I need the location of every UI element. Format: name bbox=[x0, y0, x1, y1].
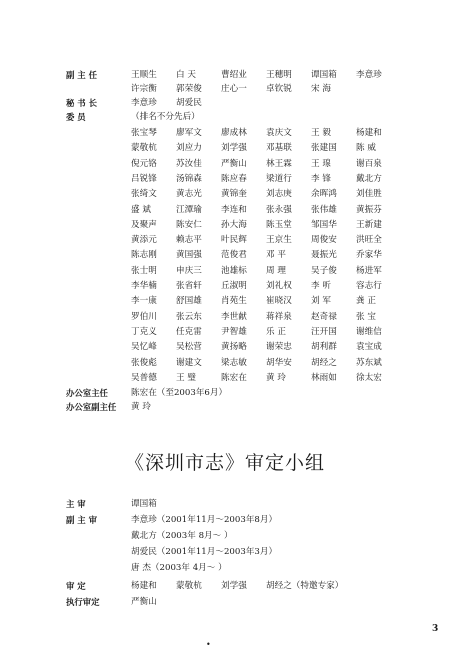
review-group-row bbox=[0, 545, 450, 559]
person-name: 吴子俊 bbox=[311, 265, 337, 276]
person-name: 刘志庚 bbox=[266, 189, 292, 200]
person-name: 尹智雄 bbox=[221, 326, 247, 337]
person-name: 洪旺全 bbox=[356, 235, 382, 246]
review-group-row bbox=[0, 595, 450, 609]
committee-member-row bbox=[0, 294, 450, 308]
person-name: 苏汝佳 bbox=[176, 158, 202, 169]
person-name: 汤锦森 bbox=[176, 173, 202, 184]
person-name: 卓钦锐 bbox=[266, 84, 292, 94]
person-name: 叶民辉 bbox=[221, 235, 247, 246]
role-label: 主 审 bbox=[66, 499, 86, 509]
person-name: 刘应力 bbox=[176, 143, 202, 154]
person-name: 胡经之（特邀专家） bbox=[266, 581, 344, 591]
person-name: 乐 正 bbox=[266, 326, 286, 337]
person-name: 陈宏在 bbox=[221, 372, 247, 383]
person-name: 严衡山 bbox=[221, 158, 247, 169]
person-name: 胡爱民 bbox=[176, 98, 202, 108]
person-name: 申庆三 bbox=[176, 265, 202, 276]
person-name: 周 理 bbox=[266, 265, 286, 276]
review-group-row bbox=[0, 497, 450, 511]
person-name: 李连和 bbox=[221, 204, 247, 215]
person-name: 蒙敬杭 bbox=[131, 143, 157, 154]
committee-member-row bbox=[0, 233, 450, 247]
person-name: 王穗明 bbox=[266, 70, 292, 80]
committee-member-row bbox=[0, 325, 450, 339]
person-name: 吕锐锋 bbox=[131, 173, 157, 184]
page-number: 3 bbox=[432, 624, 439, 634]
person-name: 刘佳胜 bbox=[356, 189, 382, 200]
review-group-row bbox=[0, 513, 450, 527]
person-name: 舒国雄 bbox=[176, 296, 202, 307]
section-title: 《深圳市志》审定小组 bbox=[124, 452, 325, 474]
person-name: 王 璧 bbox=[176, 372, 196, 383]
office-row bbox=[0, 386, 450, 400]
person-name: 谢维信 bbox=[356, 326, 382, 337]
person-name: 廖成林 bbox=[221, 128, 247, 138]
person-name: 陈安仁 bbox=[176, 219, 202, 230]
person-name: 李意珍 bbox=[131, 98, 157, 108]
person-name: 张士明 bbox=[131, 265, 157, 276]
committee-member-row bbox=[0, 218, 450, 232]
person-name: 谭国箱 bbox=[131, 499, 157, 509]
person-name: 谭国箱 bbox=[311, 70, 337, 80]
person-name: 王 毅 bbox=[311, 128, 331, 138]
person-name: 黄国强 bbox=[176, 250, 202, 261]
person-name: 张 宝 bbox=[356, 311, 376, 322]
person-name: 刘学强 bbox=[221, 143, 247, 154]
person-name: 黄志光 bbox=[176, 189, 202, 200]
leadership-row bbox=[0, 96, 450, 110]
person-name: 龚 正 bbox=[356, 296, 376, 307]
person-name: 梁道行 bbox=[266, 173, 292, 184]
person-name: 黄振芬 bbox=[356, 204, 382, 215]
person-name: 庄心一 bbox=[221, 84, 247, 94]
person-name: 郭荣俊 bbox=[176, 84, 202, 94]
leadership-row bbox=[0, 110, 450, 124]
person-name: 容志行 bbox=[356, 281, 382, 291]
person-name: 黄 玲 bbox=[131, 402, 151, 412]
committee-member-row bbox=[0, 310, 450, 324]
person-name: 吴松营 bbox=[176, 342, 202, 353]
person-name: 苏东斌 bbox=[356, 357, 382, 368]
person-name: 黄 玲 bbox=[266, 372, 286, 383]
review-group-row bbox=[0, 529, 450, 543]
committee-member-row bbox=[0, 157, 450, 171]
person-name: 林雨如 bbox=[311, 372, 337, 383]
person-name: 盛 斌 bbox=[131, 204, 151, 215]
person-name: 张永强 bbox=[266, 204, 292, 215]
person-name: （排名不分先后） bbox=[131, 112, 200, 122]
committee-member-row bbox=[0, 172, 450, 186]
person-name: 谢百泉 bbox=[356, 158, 382, 169]
person-name: 张建国 bbox=[311, 143, 337, 154]
person-name: 范俊君 bbox=[221, 250, 247, 261]
person-name: 徐太宏 bbox=[356, 372, 382, 383]
person-name: 倪元铬 bbox=[131, 158, 157, 169]
committee-member-row bbox=[0, 248, 450, 262]
footer-mark: • bbox=[206, 640, 211, 649]
person-name: 许宗衡 bbox=[131, 84, 157, 94]
person-name: 蒙敬杭 bbox=[176, 581, 202, 591]
role-label: 审 定 bbox=[66, 581, 86, 591]
person-name: 罗伯川 bbox=[131, 311, 157, 322]
person-name: 丘淑明 bbox=[221, 281, 247, 291]
person-name: 宋 海 bbox=[311, 84, 331, 94]
person-name: 梁志敏 bbox=[221, 357, 247, 368]
person-name: 黄扬略 bbox=[221, 342, 247, 353]
person-name: 黄添元 bbox=[131, 235, 157, 246]
person-name: 杨进军 bbox=[356, 265, 382, 276]
role-label: 办公室主任 bbox=[66, 388, 108, 398]
person-name: 谢建文 bbox=[176, 357, 202, 368]
person-name: 孙大海 bbox=[221, 219, 247, 230]
person-name: 赖志平 bbox=[176, 235, 202, 246]
person-name: 崔晓汉 bbox=[266, 296, 292, 307]
person-name: 唐 杰（2003年 4月～ ） bbox=[131, 563, 227, 573]
person-name: 陈宏在（至2003年6月） bbox=[131, 388, 228, 398]
person-name: 张伟雄 bbox=[311, 204, 337, 215]
person-name: 李 锋 bbox=[311, 173, 331, 184]
person-name: 蒋祥泉 bbox=[266, 311, 292, 322]
person-name: 池雄标 bbox=[221, 265, 247, 276]
role-label: 秘 书 长 bbox=[66, 98, 97, 108]
person-name: 胡华安 bbox=[266, 357, 292, 368]
person-name: 张俊彪 bbox=[131, 357, 157, 368]
person-name: 杨建和 bbox=[131, 581, 157, 591]
person-name: 林王霖 bbox=[266, 158, 292, 169]
person-name: 李意珍 bbox=[356, 70, 382, 80]
person-name: 李华楠 bbox=[131, 281, 157, 291]
person-name: 戴北方 bbox=[356, 173, 382, 184]
person-name: 邓 平 bbox=[266, 250, 286, 261]
person-name: 李世献 bbox=[221, 311, 247, 322]
person-name: 白 天 bbox=[176, 70, 196, 80]
role-label: 委 员 bbox=[66, 112, 86, 122]
committee-member-row bbox=[0, 187, 450, 201]
committee-member-row bbox=[0, 203, 450, 217]
person-name: 陈 威 bbox=[356, 143, 376, 154]
committee-member-row bbox=[0, 126, 450, 140]
person-name: 张宝琴 bbox=[131, 128, 157, 138]
person-name: 陈志刚 bbox=[131, 250, 157, 261]
person-name: 李一康 bbox=[131, 296, 157, 307]
leadership-row bbox=[0, 68, 450, 82]
role-label: 执行审定 bbox=[66, 597, 100, 607]
person-name: 吴忆峰 bbox=[131, 342, 157, 353]
person-name: 严衡山 bbox=[131, 597, 157, 607]
person-name: 邹国华 bbox=[311, 219, 337, 230]
person-name: 王京生 bbox=[266, 235, 292, 246]
person-name: 戴北方（2003年 8月～ ） bbox=[131, 531, 233, 541]
person-name: 余晖鸿 bbox=[311, 189, 337, 200]
committee-member-row bbox=[0, 264, 450, 278]
person-name: 周俊安 bbox=[311, 235, 337, 246]
person-name: 李 听 bbox=[311, 281, 331, 291]
person-name: 杨建和 bbox=[356, 128, 382, 138]
person-name: 任克雷 bbox=[176, 326, 202, 337]
person-name: 谢荣忠 bbox=[266, 342, 292, 353]
person-name: 陈应春 bbox=[221, 173, 247, 184]
person-name: 聂振光 bbox=[311, 250, 337, 261]
person-name: 王新建 bbox=[356, 219, 382, 230]
person-name: 张云东 bbox=[176, 311, 202, 322]
committee-member-row bbox=[0, 371, 450, 385]
person-name: 吴普德 bbox=[131, 372, 157, 383]
review-group-row bbox=[0, 579, 450, 593]
person-name: 胡爱民（2001年11月～2003年3月） bbox=[131, 547, 278, 557]
review-group-row bbox=[0, 561, 450, 575]
person-name: 刘 军 bbox=[311, 296, 331, 307]
person-name: 王 瑔 bbox=[311, 158, 331, 169]
person-name: 胡利群 bbox=[311, 342, 337, 353]
person-name: 曹绍业 bbox=[221, 70, 247, 80]
person-name: 廖军文 bbox=[176, 128, 202, 138]
person-name: 张省轩 bbox=[176, 281, 202, 291]
person-name: 肖苑生 bbox=[221, 296, 247, 307]
person-name: 赵奇禄 bbox=[311, 311, 337, 322]
person-name: 汪开国 bbox=[311, 326, 337, 337]
person-name: 丁克义 bbox=[131, 326, 157, 337]
person-name: 邓基联 bbox=[266, 143, 292, 154]
role-label: 副 主 审 bbox=[66, 515, 97, 525]
office-row bbox=[0, 400, 450, 414]
person-name: 刘礼权 bbox=[266, 281, 292, 291]
person-name: 刘学强 bbox=[221, 581, 247, 591]
person-name: 乔家华 bbox=[356, 250, 382, 261]
person-name: 袁庆文 bbox=[266, 128, 292, 138]
person-name: 及聚声 bbox=[131, 219, 157, 230]
person-name: 袁宝成 bbox=[356, 342, 382, 353]
committee-member-row bbox=[0, 356, 450, 370]
person-name: 胡经之 bbox=[311, 357, 337, 368]
committee-member-row bbox=[0, 340, 450, 354]
committee-member-row bbox=[0, 141, 450, 155]
person-name: 张绮文 bbox=[131, 189, 157, 200]
person-name: 江潭瑜 bbox=[176, 204, 202, 215]
leadership-row bbox=[0, 82, 450, 96]
role-label: 办公室副主任 bbox=[66, 402, 117, 412]
person-name: 王顺生 bbox=[131, 70, 157, 80]
person-name: 黄锦奎 bbox=[221, 189, 247, 200]
person-name: 李意珍（2001年11月～2003年8月） bbox=[131, 515, 278, 525]
committee-member-row bbox=[0, 279, 450, 293]
person-name: 陈玉堂 bbox=[266, 219, 292, 230]
role-label: 副 主 任 bbox=[66, 70, 97, 80]
